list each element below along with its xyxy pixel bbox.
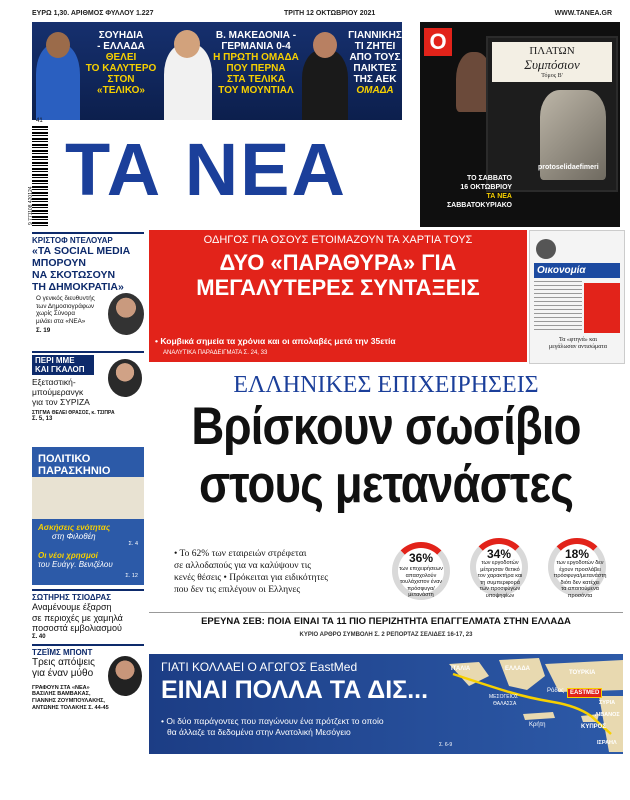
- eastmed-map-graphic: [449, 656, 623, 752]
- parliament-photo: [32, 477, 144, 519]
- eastmed-headline: ΕΙΝΑΙ ΠΟΛΛΑ ΤΑ ΔΙΣ...: [161, 676, 429, 704]
- book-label: [492, 42, 612, 82]
- sports-promo-strip[interactable]: [32, 22, 402, 120]
- player-head: [46, 32, 70, 58]
- player-head-germany: [174, 30, 200, 58]
- book-promo-date: ΤΟ ΣΑΒΒΑΤΟ 16 ΟΚΤΩΒΡΙΟΥ ΤΑ ΝΕΑ ΣΑΒΒΑΤΟΚΥΡΙΑΚΟ: [446, 175, 512, 209]
- book-author: ΠΛΑΤΩΝ: [529, 45, 575, 57]
- economy-supplement[interactable]: [529, 230, 625, 364]
- masthead-logo[interactable]: ΤΑ ΝΕΑ: [65, 128, 347, 211]
- promo-macedonia-germany: Β. ΜΑΚΕΔΟΝΙΑ - ΓΕΡΜΑΝΙΑ 0-4 Η ΠΡΩΤΗ ΟΜΑΔΑ ΠΟΥ ΠΕΡΝΑ ΣΤΑ ΤΕΛΙΚΑ ΤΟΥ ΜΟΥΝΤΙΑΛ: [213, 30, 299, 96]
- stat-circle-36: 36%: [392, 542, 450, 600]
- economy-graphic: [584, 283, 620, 333]
- coach-photo: [302, 50, 348, 120]
- story-media-gallup[interactable]: [32, 351, 144, 443]
- book-promo[interactable]: [420, 22, 620, 227]
- backstage-item-1: Ασκήσεις ενότητας στη Φιλοθέη: [38, 523, 111, 541]
- eastmed-story[interactable]: ΓΙΑΤΙ ΚΟΛΛΑΕΙ Ο ΑΓΩΓΟΣ EastMed ΕΙΝΑΙ ΠΟΛΛΑ ΤΑ ΔΙΣ... • Οι δύο παράγοντες που παγώνουν ένα πρότζεκτ το οποίο θα άλλαζε τα δεδομένα στην Ανατολική Μεσόγειο Σ. 6-9 ΙΤΑΛΙΑ ΕΛΛΑΔΑ ΤΟΥΡΚΙΑ ΜΕΣΟΓΕΙΟΣ ΘΑΛΑΣΣΑ Ρόδος EASTMED Κρήτη ΚΥΠΡΟΣ ΣΥΡΙΑ ΛΙΒΑΝΟΣ ΙΣΡΑΗΛ: [149, 654, 623, 754]
- story-james-bond[interactable]: ΤΖΕΪΜΣ ΜΠΟΝΤ Τρεις απόψεις για έναν μύθο ΓΡΑΦΟΥΝ ΣΤΑ «ΝΕΑ» ΒΑΣΙΛΗΣ ΒΑΜΒΑΚΑΣ, ΓΙΑΝΝΗΣ ΖΟΥΜΠΟΥΛΑΚΗΣ, ΑΝΤΩΝΗΣ ΤΟΛΑΚΗΣ Σ. 44-45: [32, 644, 144, 732]
- pensions-ref: ΑΝΑΛΥΤΙΚΑ ΠΑΡΑΔΕΙΓΜΑΤΑ Σ. 24, 33: [163, 350, 268, 356]
- deloire-photo: [108, 293, 144, 335]
- economy-photo: [536, 239, 556, 259]
- top-bar: [32, 8, 612, 22]
- pensions-subhead: • Κομβικά σημεία τα χρόνια και οι απολαβές μετά την 35ετία: [155, 336, 396, 346]
- deloire-body: Ο γενικός διευθυντής των Δημοσιογράφων χωρίς Σύνορα μιλάει στα «ΝΕΑ» Σ. 19: [36, 295, 95, 334]
- price-issue: ΕΥΡΩ 1,30. ΑΡΙΘΜΟΣ ΦΥΛΛΟΥ 1.227: [32, 10, 154, 17]
- media-gallup-page: Σ. 5, 13: [32, 416, 53, 422]
- backstage-title: ΠΟΛΙΤΙΚΟ ΠΑΡΑΣΚΗΝΙΟ: [38, 453, 111, 477]
- barcode-number: 9 771108 420124: [28, 186, 34, 225]
- website[interactable]: WWW.TANEA.GR: [554, 10, 612, 17]
- media-gallup-byline: ΣΤΙΓΜΑ ΘΕΛΕΙ ΘΡΑΣΟΣ, κ. ΤΣΙΠΡΑ: [32, 410, 115, 416]
- stat-34-text: των εργοδοτών μέτρησαν θετικό τον χαρακτήρα και τη συμπεριφορά των προσφύγων υποψηφίων: [477, 560, 523, 599]
- bond-byline: ΓΡΑΦΟΥΝ ΣΤΑ «ΝΕΑ» ΒΑΣΙΛΗΣ ΒΑΜΒΑΚΑΣ, ΓΙΑΝΝΗΣ ΖΟΥΜΠΟΥΛΑΚΗΣ, ΑΝΤΩΝΗΣ ΤΟΛΑΚΗΣ Σ. 44-45: [32, 684, 109, 711]
- left-column: [32, 232, 144, 732]
- watermark: protoselidaefimeri: [538, 164, 599, 171]
- eastmed-body: • Οι δύο παράγοντες που παγώνουν ένα πρότζεκτ το οποίο θα άλλαζε τα δεδομένα στην Ανατολική Μεσόγειο: [161, 716, 384, 737]
- greece-shape: [499, 658, 545, 690]
- main-kicker: ΕΛΛΗΝΙΚΕΣ ΕΠΙΧΕΙΡΗΣΕΙΣ: [233, 372, 539, 398]
- barcode: [32, 126, 48, 226]
- media-gallup-tag: ΠΕΡΙ ΜΜΕ ΚΑΙ ΓΚΑΛΟΠ: [32, 355, 94, 375]
- media-gallup-body: Εξεταστική- μπούμερανγκ για τον ΣΥΡΙΖΑ: [32, 377, 90, 407]
- barcode-issue: 41: [36, 118, 43, 124]
- stat-18-text: των εργοδοτών δεν έχουν προσλάβει πρόσφυγα/μετανάστη διότι δεν κατέχει τα απαιτούμενα προσόντα: [553, 560, 607, 599]
- stat-36-text: των επιχειρήσεων απασχολούν τουλάχιστον έναν πρόσφυγα/ μετανάστη: [399, 566, 443, 598]
- coach-head: [313, 32, 337, 58]
- eastmed-map: ΙΤΑΛΙΑ ΕΛΛΑΔΑ ΤΟΥΡΚΙΑ ΜΕΣΟΓΕΙΟΣ ΘΑΛΑΣΣΑ Ρόδος EASTMED Κρήτη ΚΥΠΡΟΣ ΣΥΡΙΑ ΛΙΒΑΝΟΣ ΙΣΡΑΗΛ: [449, 656, 623, 752]
- deloire-headline: «ΤΑ SOCIAL MEDIA ΜΠΟΡΟΥΝ ΝΑ ΣΚΟΤΩΣΟΥΝ ΤΗ ΔΗΜΟΚΡΑΤΙΑ»: [32, 245, 131, 293]
- crete-shape: [523, 712, 555, 720]
- eastmed-kicker: ΓΙΑΤΙ ΚΟΛΛΑΕΙ Ο ΑΓΩΓΟΣ EastMed: [161, 660, 358, 674]
- pensions-kicker: ΟΔΗΓΟΣ ΓΙΑ ΟΣΟΥΣ ΕΤΟΙΜΑΖΟΥΝ ΤΑ ΧΑΡΤΙΑ ΤΟΥΣ: [203, 234, 473, 246]
- main-headline: Βρίσκουν σωσίβιο στους μετανάστες: [191, 397, 581, 514]
- pensions-story[interactable]: [149, 230, 527, 362]
- stat-circle-34: 34%: [470, 538, 528, 596]
- bond-body: Τρεις απόψεις για έναν μύθο: [32, 656, 95, 679]
- book-volume: Τόμος Β': [541, 73, 563, 79]
- book-title: Συμπόσιον: [524, 57, 580, 72]
- story-deloire[interactable]: ΚΡΙΣΤΟΦ ΝΤΕΛΟΥΑΡ «ΤΑ SOCIAL MEDIA ΜΠΟΡΟΥΝ ΝΑ ΣΚΟΤΩΣΟΥΝ ΤΗ ΔΗΜΟΚΡΑΤΙΑ» Ο γενικός διευθυντής των Δημοσιογράφων χωρίς Σύνορα μιλάει στα «ΝΕΑ» Σ. 19: [32, 232, 144, 349]
- research-line[interactable]: ΕΡΕΥΝΑ ΣΕΒ: ΠΟΙΑ ΕΙΝΑΙ ΤΑ 11 ΠΙΟ ΠΕΡΙΖΗΤΗΤΑ ΕΠΑΓΓΕΛΜΑΤΑ ΣΤΗΝ ΕΛΛΑΔΑ: [149, 612, 623, 627]
- story-tsiodras[interactable]: ΣΩΤΗΡΗΣ ΤΣΙΟΔΡΑΣ Αναμένουμε έξαρση σε περιοχές με χαμηλά ποσοστά εμβολιασμού Σ. 40: [32, 589, 144, 640]
- reference-line: ΚΥΡΙΟ ΑΡΘΡΟ ΣΥΜΒΟΛΗ Σ. 2 ΡΕΠΟΡΤΑΖ ΣΕΛΙΔΕΣ 16-17, 23: [299, 632, 473, 638]
- promo-giannikis: ΓΙΑΝΝΙΚΗΣ ΤΙ ΖΗΤΕΙ ΑΠΟ ΤΟΥΣ ΠΑΙΚΤΕΣ ΤΗΣ ΑΕΚ ΟΜΑΔΑ: [348, 30, 402, 96]
- tsipras-photo: [108, 359, 142, 397]
- economy-caption: Τα «φτηνά» και μεγάλωσαν αντισώματα: [549, 337, 607, 350]
- pensions-headline: ΔΥΟ «ΠΑΡΑΘΥΡΑ» ΓΙΑ ΜΕΓΑΛΥΤΕΡΕΣ ΣΥΝΤΑΞΕΙΣ: [196, 250, 480, 300]
- backstage-item-2: Οι νέοι χρησμοί του Ευάγγ. Βενιζέλου: [38, 551, 113, 569]
- issue-date: ΤΡΙΤΗ 12 ΟΚΤΩΒΡΙΟΥ 2021: [284, 10, 376, 17]
- stat-circle-18: 18%: [548, 538, 606, 596]
- eastmed-label: EASTMED: [567, 688, 602, 698]
- economy-text-lines: [534, 281, 582, 333]
- bond-photo: [108, 656, 142, 696]
- economy-title: Οικονομία: [534, 263, 620, 278]
- main-story[interactable]: [149, 372, 623, 514]
- promo-sweden-greece: ΣΟΥΗΔΙΑ - ΕΛΛΑΔΑ ΘΕΛΕΙ ΤΟ ΚΑΛΥΤΕΡΟ ΣΤΟΝ «ΤΕΛΙΚΟ»: [85, 30, 157, 96]
- main-body: • Το 62% των εταιρειών στρέφεται σε αλλοδαπούς για να καλύψουν τις κενές θέσεις • Πρόκειται για ειδικότητες που δεν τις επιλέγουν οι Ελληνες: [174, 549, 329, 595]
- story-political-backstage[interactable]: ΠΟΛΙΤΙΚΟ ΠΑΡΑΣΚΗΝΙΟ Ασκήσεις ενότητας στη Φιλοθέη Σ. 4 Οι νέοι χρησμοί του Ευάγγ. Βενιζέλου Σ. 12: [32, 447, 144, 585]
- tsiodras-body: Αναμένουμε έξαρση σε περιοχές με χαμηλά ποσοστά εμβολιασμού: [32, 602, 123, 633]
- magazine-logo: Ο: [424, 28, 452, 56]
